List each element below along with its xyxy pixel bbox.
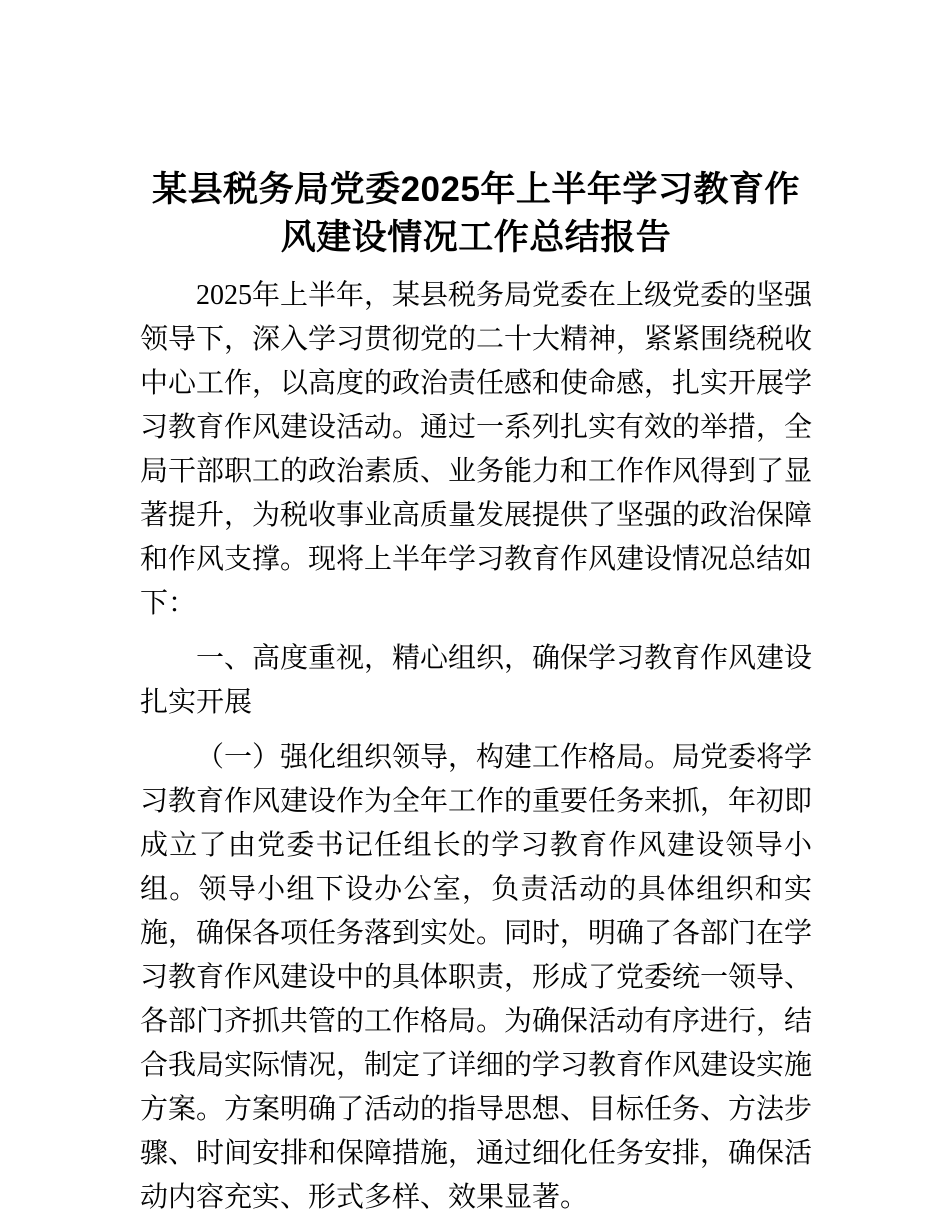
paragraph-intro: 2025年上半年，某县税务局党委在上级党委的坚强领导下，深入学习贯彻党的二十大精神，紧紧围绕税收中心工作，以高度的政治责任感和使命感，扎实开展学习教育作风建设活动。通过一系列扎实有效的举措，全局干部职工的政治素质、业务能力和工作作风得到了显著提升，为税收事业高质量发展提供了坚强的政治保障和作风支撑。现将上半年学习教育作风建设情况总结如下： xyxy=(140,280,813,619)
section-heading-1: 一、高度重视，精心组织，确保学习教育作风建设扎实开展 xyxy=(140,643,813,718)
document-title: 某县税务局党委2025年上半年学习教育作风建设情况工作总结报告 xyxy=(152,170,800,257)
paragraph-section-1-1: （一）强化组织领导，构建工作格局。局党委将学习教育作风建设作为全年工作的重要任务来抓，年初即成立了由党委书记任组长的学习教育作风建设领导小组。领导小组下设办公室，负责活动的具体组织和实施，确保各项任务落到实处。同时，明确了各部门在学习教育作风建设中的具体职责，形成了党委统一领导、各部门齐抓共管的工作格局。为确保活动有序进行，结合我局实际情况，制定了详细的学习教育作风建设实施方案。方案明确了活动的指导思想、目标任务、方法步骤、时间安排和保障措施，通过细化任务安排，确保活动内容充实、形式多样、效果显著。 xyxy=(140,742,813,1213)
